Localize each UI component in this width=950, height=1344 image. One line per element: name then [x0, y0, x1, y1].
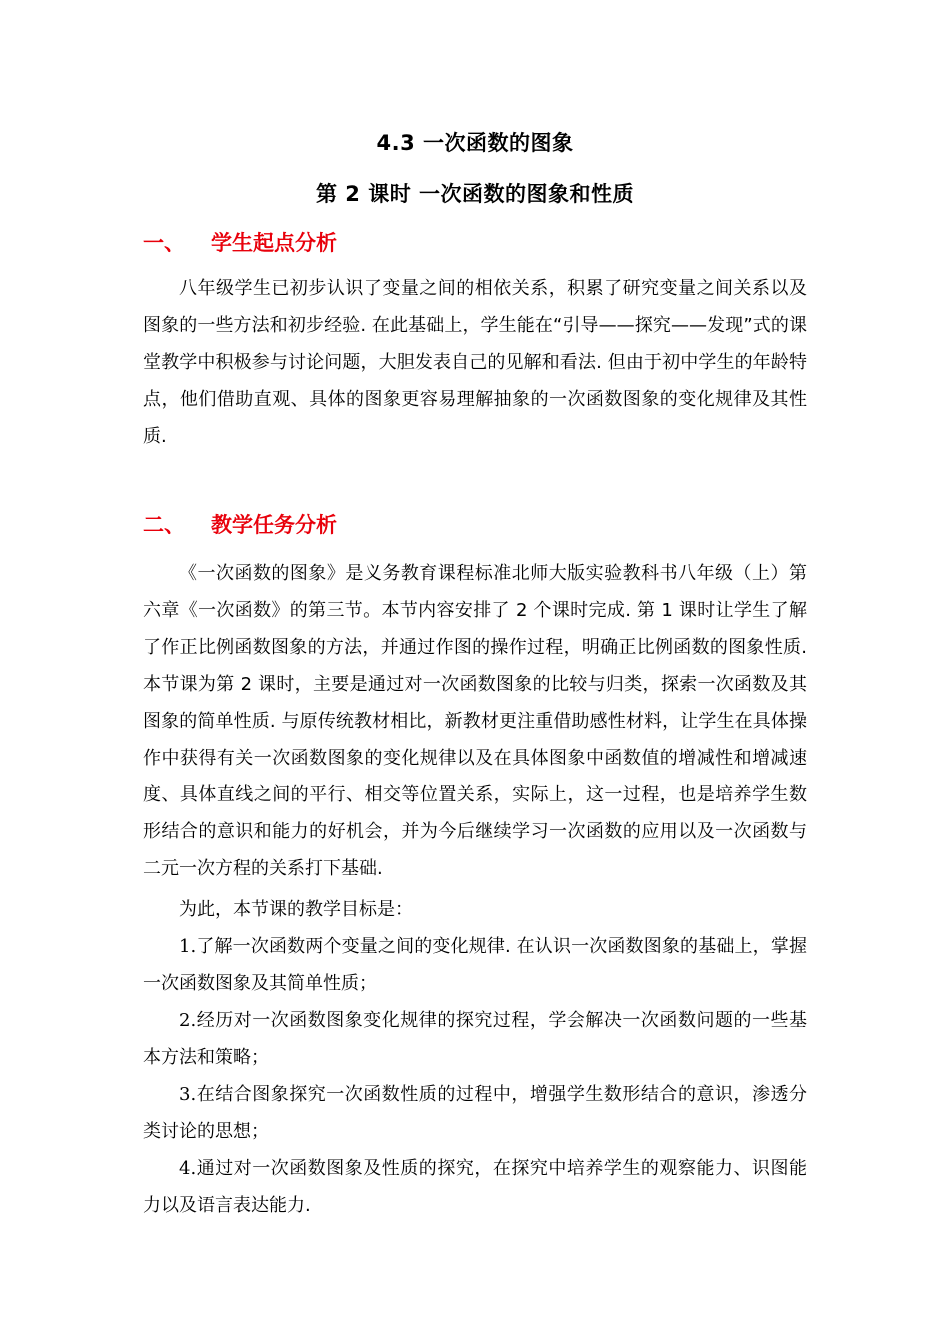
section-title: 教学任务分析 [211, 513, 337, 537]
teaching-goal-item [143, 1077, 807, 1151]
task-analysis-paragraph: 《一次函数的图象》是义务教育课程标准北师大版实验教科书八年级（上）第六章《一次函数》的第三节。本节内容安排了 2 个课时完成. 第 1 课时让学生了解了作正比例函数图象的方法，并通过作图的操作过程，明确正比例函数的图象性质. 本节课为第 2 课时，主要是通过对一次函数图象的比较与归类，探索一次函数及其图象的简单性质. 与原传统教材相比，新教材更注重借助感性材料，让学生在具体操作中获得有关一次函数图象的变化规律以及在具体图象中函数值的增减性和增减速度、具体直线之间的平行、相交等位置关系，实际上，这一过程，也是培养学生数形结合的意识和能力的好机会，并为今后继续学习一次函数的应用以及一次函数与二元一次方程的关系打下基础. [143, 563, 807, 880]
goal-number: 4. [179, 1158, 197, 1179]
document-subtitle: 第 2 课时 一次函数的图象和性质 [315, 182, 635, 206]
teaching-goal-item [143, 929, 807, 1003]
goal-number: 3. [179, 1084, 197, 1105]
teaching-goal-item [143, 1151, 807, 1225]
goals-intro-paragraph: 为此，本节课的教学目标是： [179, 899, 413, 920]
goal-text: 通过对一次函数图象及性质的探究，在探究中培养学生的观察能力、识图能力以及语言表达能力. [143, 1158, 807, 1216]
section-title: 学生起点分析 [211, 231, 337, 255]
goal-number: 2. [179, 1010, 197, 1031]
goal-number: 1. [179, 936, 197, 957]
goal-text: 在结合图象探究一次函数性质的过程中，增强学生数形结合的意识，渗透分类讨论的思想； [143, 1084, 807, 1142]
goal-text: 经历对一次函数图象变化规律的探究过程，学会解决一次函数问题的一些基本方法和策略； [143, 1010, 807, 1068]
section-number: 一、 [143, 231, 185, 255]
document-title: 4.3 一次函数的图象 [376, 131, 574, 155]
section-heading-task-analysis [143, 509, 337, 539]
student-analysis-paragraph: 八年级学生已初步认识了变量之间的相依关系，积累了研究变量之间关系以及图象的一些方法和初步经验. 在此基础上，学生能在“引导——探究——发现”式的课堂教学中积极参与讨论问题，大胆发表自己的见解和看法. 但由于初中学生的年龄特点，他们借助直观、具体的图象更容易理解抽象的一次函数图象的变化规律及其性质. [143, 278, 807, 447]
goal-text: 了解一次函数两个变量之间的变化规律. 在认识一次函数图象的基础上，掌握一次函数图象及其简单性质； [143, 936, 807, 994]
teaching-goal-item [143, 1003, 807, 1077]
section-number: 二、 [143, 513, 185, 537]
section-heading-student-analysis [143, 227, 337, 257]
